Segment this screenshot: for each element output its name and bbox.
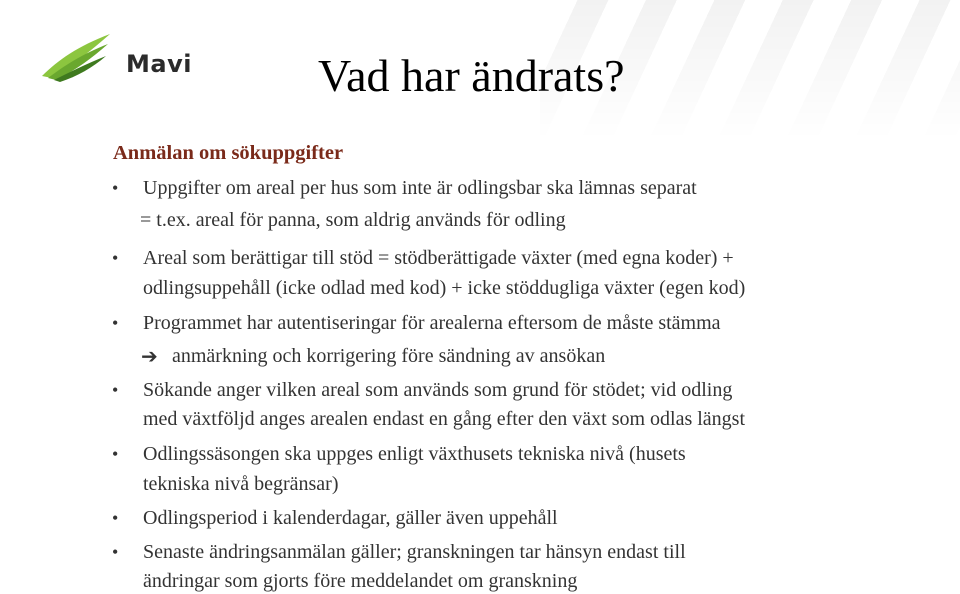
list-item-text: tekniska nivå begränsar) bbox=[143, 473, 339, 495]
list-item-text: Sökande anger vilken areal som används som grund för stödet; vid odling bbox=[143, 379, 733, 401]
logo-brand-text: Mavi bbox=[126, 50, 192, 78]
list-item-text: anmärkning och korrigering före sändning av ansökan bbox=[172, 345, 606, 367]
list-item-text: Odlingssäsongen ska uppges enligt växthusets tekniska nivå (husets bbox=[143, 443, 686, 465]
list-item-text: Senaste ändringsanmälan gäller; granskningen tar hänsyn endast till bbox=[143, 541, 686, 563]
right-arrow-icon: ➔ bbox=[141, 344, 158, 368]
list-item-text: Programmet har autentiseringar för arealerna eftersom de måste stämma bbox=[143, 312, 721, 334]
bullet-dot-icon: • bbox=[112, 313, 119, 333]
slide-title: Vad har ändrats? bbox=[318, 50, 625, 101]
bullet-dot-icon: • bbox=[112, 248, 119, 268]
bullet-dot-icon: • bbox=[112, 508, 119, 528]
bullet-dot-icon: • bbox=[112, 178, 119, 198]
bullet-dot-icon: • bbox=[112, 380, 119, 400]
list-item-text: = t.ex. areal för panna, som aldrig används för odling bbox=[140, 209, 566, 231]
bullet-dot-icon: • bbox=[112, 444, 119, 464]
list-item-text: Areal som berättigar till stöd = stödberättigade växter (med egna koder) + bbox=[143, 247, 734, 269]
list-item-text: Odlingsperiod i kalenderdagar, gäller även uppehåll bbox=[143, 507, 558, 529]
list-item-text: ändringar som gjorts före meddelandet om granskning bbox=[143, 570, 578, 592]
list-item-text: Uppgifter om areal per hus som inte är odlingsbar ska lämnas separat bbox=[143, 177, 697, 199]
section-heading: Anmälan om sökuppgifter bbox=[113, 142, 344, 164]
list-item-text: odlingsuppehåll (icke odlad med kod) + icke stöddugliga växter (egen kod) bbox=[143, 277, 746, 299]
list-item-text: med växtföljd anges arealen endast en gång efter den växt som odlas längst bbox=[143, 408, 746, 430]
mavi-logo bbox=[38, 30, 198, 86]
bullet-dot-icon: • bbox=[112, 542, 119, 562]
